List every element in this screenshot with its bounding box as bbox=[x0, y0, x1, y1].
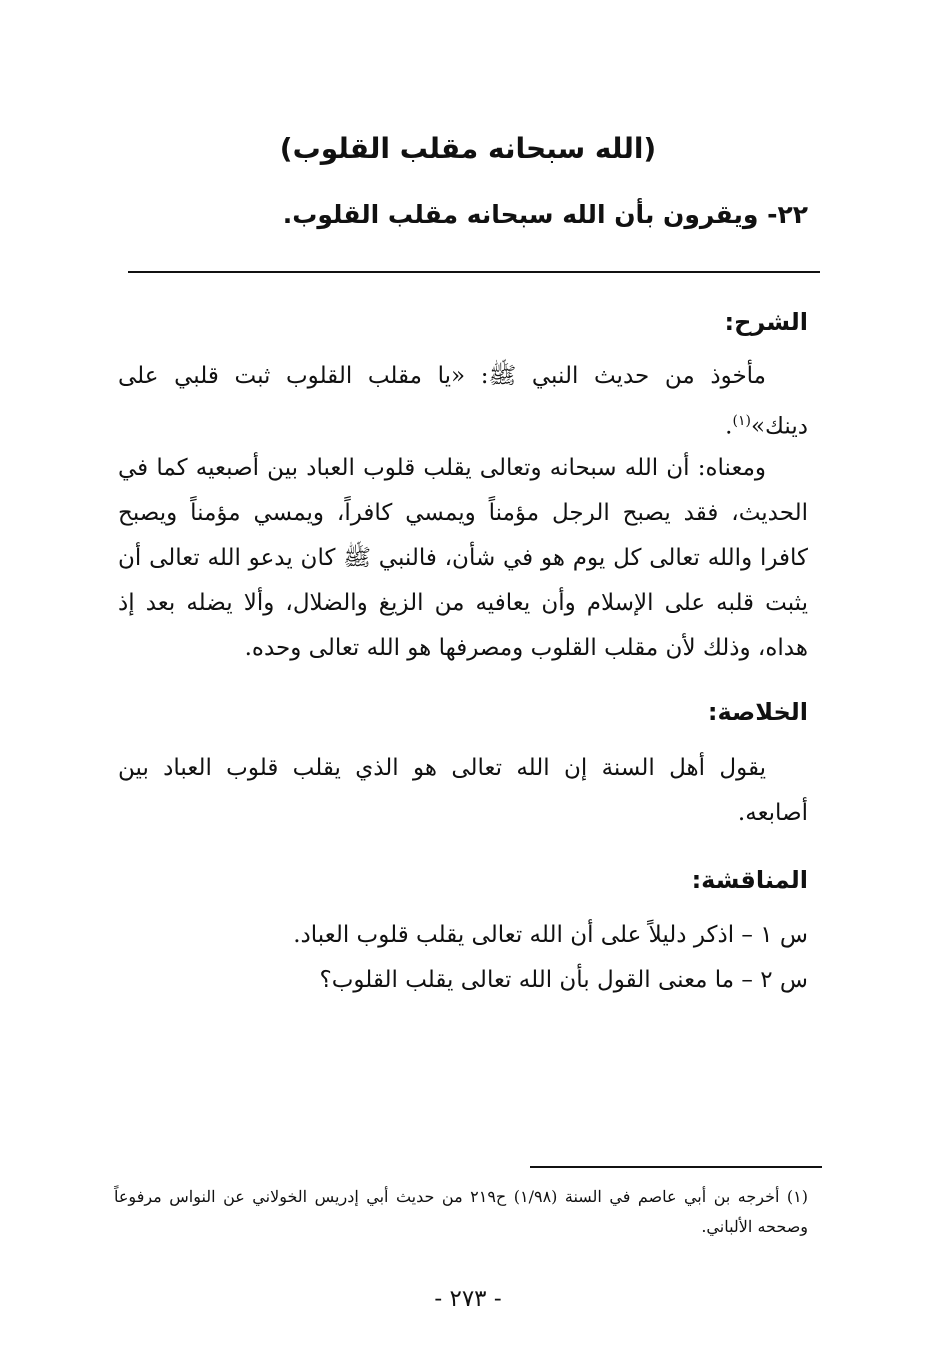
khulasa-paragraph: يقول أهل السنة إن الله تعالى هو الذي يقلب قلوب العباد بين أصابعه. bbox=[118, 755, 808, 826]
footnote-ref: (١) bbox=[732, 413, 751, 429]
sharh-paragraph-1-text: مأخوذ من حديث النبي ﷺ: «يا مقلب القلوب ثبت قلبي على دينك» bbox=[118, 363, 808, 440]
question-1: س ١ – اذكر دليلاً على أن الله تعالى يقلب قلوب العباد. bbox=[293, 922, 808, 948]
section-subtitle: ٢٢- ويقرون بأن الله سبحانه مقلب القلوب. bbox=[282, 200, 808, 229]
page-title: (الله سبحانه مقلب القلوب) bbox=[279, 132, 657, 165]
top-divider bbox=[128, 271, 820, 273]
sharh-heading: الشرح: bbox=[724, 308, 808, 336]
sharh-paragraph-1-end: . bbox=[725, 413, 733, 440]
sharh-paragraph-1 bbox=[118, 354, 808, 450]
question-2: س ٢ – ما معنى القول بأن الله تعالى يقلب القلوب؟ bbox=[319, 967, 808, 993]
footnote: (١) أخرجه بن أبي عاصم في السنة (١/٩٨) ح٢١٩ من حديث أبي إدريس الخولاني عن النواس مرفوعاً وصححه الألباني. bbox=[114, 1187, 809, 1236]
khulasa-heading: الخلاصة: bbox=[707, 698, 808, 726]
footnote-divider bbox=[530, 1166, 822, 1168]
page-number: - ٢٧٣ - bbox=[434, 1286, 502, 1312]
munaqasha-heading: المناقشة: bbox=[691, 866, 808, 894]
sharh-paragraph-2: ومعناه: أن الله سبحانه وتعالى يقلب قلوب العباد بين أصبعيه كما في الحديث، فقد يصبح الرجل مؤمناً ويمسي كافراً، ويمسي مؤمناً ويصبح كافرا والله تعالى كل يوم هو في شأن، فالنبي ﷺ كان يدعو الله تعالى أن يثبت قلبه على الإسلام وأن يعافيه من الزيغ والضلال، وألا يضله بعد إذ هداه، وذلك لأن مقلب القلوب ومصرفها هو الله تعالى وحده. bbox=[118, 455, 808, 661]
